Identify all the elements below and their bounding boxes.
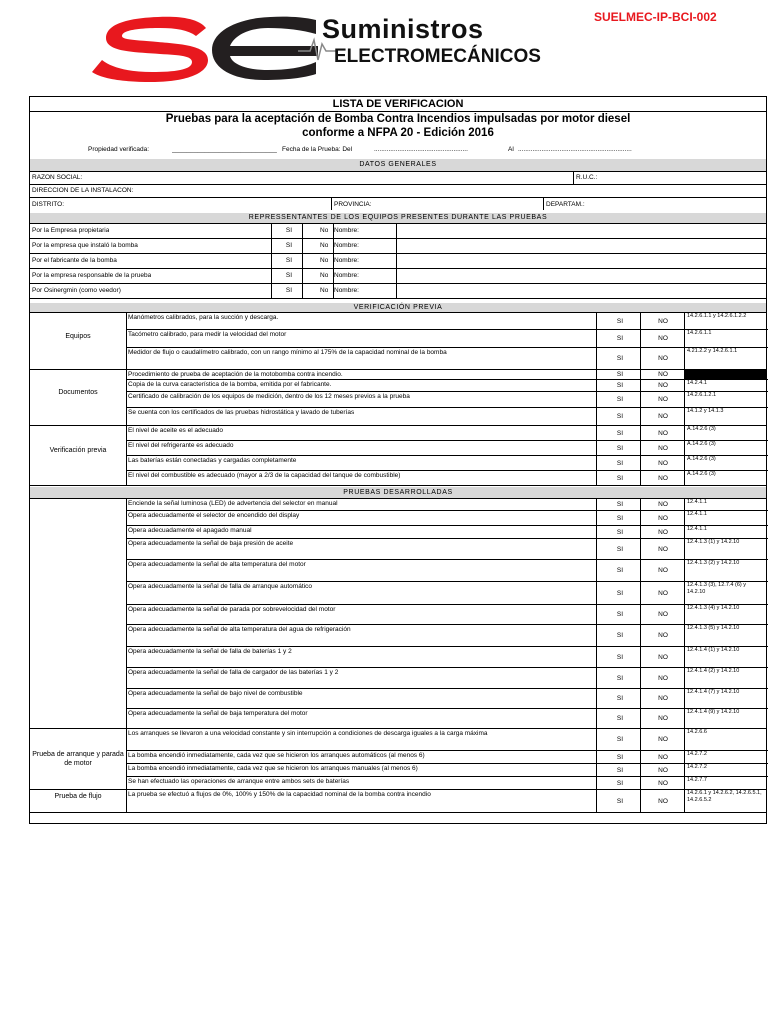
check-no-option[interactable]: NO xyxy=(658,335,668,342)
check-si-option[interactable]: SI xyxy=(616,589,624,597)
check-no-option[interactable]: NO xyxy=(658,514,668,522)
check-nfpa-reference: 14.2.6.6 xyxy=(687,729,707,735)
razon-social-label: RAZON SOCIAL: xyxy=(32,174,83,181)
check-no-option[interactable]: NO xyxy=(658,632,668,639)
check-item-text: La bomba encendió inmediatamente, cada vez que se hicieron los arranques automáticos (al menos 6) xyxy=(128,752,425,759)
check-nfpa-reference: 12.4.1.3 (4) y 14.2.10 xyxy=(687,605,740,611)
check-item-text: El nivel de aceite es el adecuado xyxy=(128,427,224,434)
column-divider xyxy=(640,498,641,812)
check-item-text: Se han efectuado las operaciones de arranque entre ambos sets de baterías xyxy=(128,778,350,785)
check-nfpa-reference: 4.21.2.2 y 14.2.6.1.1 xyxy=(687,348,738,354)
check-no-option[interactable]: NO xyxy=(658,429,668,437)
check-si-option[interactable]: SI xyxy=(616,444,624,452)
check-nfpa-reference: 12.4.1.3 (2) y 14.2.10 xyxy=(687,560,740,566)
group-label: Prueba de flujo xyxy=(54,792,102,800)
check-item-text: La bomba encendió inmediatamente, cada vez que se hicieron los arranques manuales (al menos 6) xyxy=(128,765,418,772)
check-item-text: Opera adecuadamente la señal de alta temperatura del agua de refrigeración xyxy=(128,626,351,633)
rep-nombre-label: Nombre: xyxy=(334,272,359,279)
check-no-option[interactable]: NO xyxy=(658,396,668,403)
check-item-text: Certificado de calibración de los equipos de medición, dentro de los 12 meses previos a la prueba xyxy=(128,393,410,400)
rep-si-option[interactable]: SI xyxy=(285,257,293,264)
column-divider xyxy=(684,498,685,812)
check-nfpa-reference: A.14.2.6 (3) xyxy=(687,456,716,462)
check-nfpa-reference: 14.2.6.1.1 xyxy=(687,330,712,336)
check-item-text: Opera adecuadamente la señal de parada por sobrevelocidad del motor xyxy=(128,606,336,613)
group-label: Documentos xyxy=(58,389,98,396)
column-divider xyxy=(302,223,303,298)
check-si-option[interactable]: SI xyxy=(616,779,624,787)
check-nfpa-reference: 14.2.4.1 xyxy=(687,380,707,386)
checklist-form xyxy=(29,96,767,824)
check-item-text: El nivel del combustible es adecuado (mayor a 2/3 de la capacidad del tanque de combustible) xyxy=(128,472,401,479)
check-no-option[interactable]: NO xyxy=(658,444,668,452)
check-no-option[interactable]: NO xyxy=(658,355,668,362)
rep-nombre-label: Nombre: xyxy=(334,287,359,294)
check-nfpa-reference: 14.2.6.1 y 14.2.6.2, 14.2.6.5.1, 14.2.6.5.2 xyxy=(687,790,762,803)
check-item-text: Opera adecuadamente la señal de falla de arranque automático xyxy=(128,583,312,590)
check-no-option[interactable]: NO xyxy=(658,766,668,774)
rep-nombre-label: Nombre: xyxy=(334,257,359,264)
check-item-text: Opera adecuadamente la señal de alta temperatura del motor xyxy=(128,561,306,568)
check-si-option[interactable]: SI xyxy=(616,514,624,522)
check-no-option[interactable]: NO xyxy=(658,567,668,574)
rep-no-option[interactable]: No xyxy=(320,227,329,234)
test-date-al-label: Al xyxy=(508,146,514,153)
check-si-option[interactable]: SI xyxy=(616,474,624,482)
row-divider xyxy=(30,485,766,486)
row-divider xyxy=(30,223,766,224)
check-item-text: Las baterías están conectadas y cargadas completamente xyxy=(128,457,297,464)
check-no-option[interactable]: NO xyxy=(658,317,668,325)
check-no-option[interactable]: NO xyxy=(658,753,668,761)
row-divider xyxy=(30,812,766,813)
check-si-option[interactable]: SI xyxy=(616,355,624,362)
property-label: Propiedad verificada: xyxy=(88,146,150,153)
rep-label: Por el fabricante de la bomba xyxy=(32,257,117,264)
document-code: SUELMEC-IP-BCI-002 xyxy=(594,10,717,24)
group-label: Verificación previa xyxy=(49,447,107,454)
column-divider xyxy=(126,312,127,485)
check-no-option[interactable]: NO xyxy=(658,779,668,787)
section-representantes: REPRESSENTANTES DE LOS EQUIPOS PRESENTES DURANTE LAS PRUEBAS xyxy=(30,213,766,223)
check-item-text: Medidor de flujo o caudalímetro calibrado, con un rango mínimo al 175% de la capacidad nominal de la bomba xyxy=(128,349,447,356)
check-no-option[interactable]: NO xyxy=(658,653,668,661)
rep-si-option[interactable]: SI xyxy=(285,242,293,249)
check-si-option[interactable]: SI xyxy=(616,317,624,325)
property-line xyxy=(30,145,766,159)
column-divider xyxy=(271,223,272,298)
rep-no-option[interactable]: No xyxy=(320,272,329,279)
subtitle-line2: conforme a NFPA 20 - Edición 2016 xyxy=(302,127,494,139)
row-divider xyxy=(30,197,766,198)
check-nfpa-reference: 12.4.1.1 xyxy=(687,526,707,532)
check-no-option[interactable]: NO xyxy=(658,474,668,482)
check-no-option[interactable]: NO xyxy=(658,611,668,618)
rep-label: Por Osinergmin (como veedor) xyxy=(32,287,121,294)
column-divider xyxy=(333,223,334,298)
check-nfpa-reference: 14.2.6.1.2.1 xyxy=(687,392,717,398)
test-date-label: Fecha de la Prueba: Del xyxy=(282,146,353,153)
provincia-label: PROVINCIA: xyxy=(334,201,372,208)
check-si-option[interactable]: SI xyxy=(616,335,624,342)
column-divider xyxy=(396,223,397,298)
test-date-from-field[interactable]: .................................................... xyxy=(374,146,468,153)
check-nfpa-reference: 14.2.6.1.1 y 14.2.6.1.2.2 xyxy=(687,313,747,319)
form-title: LISTA DE VERIFICACION xyxy=(332,98,464,110)
check-nfpa-reference: 12.4.1.4 (2) y 14.2.10 xyxy=(687,668,740,674)
check-no-option[interactable]: NO xyxy=(658,371,668,378)
column-divider xyxy=(573,171,574,184)
check-no-option[interactable]: NO xyxy=(658,528,668,536)
check-no-option[interactable]: NO xyxy=(658,589,668,597)
check-si-option[interactable]: SI xyxy=(616,715,624,722)
check-no-option[interactable]: NO xyxy=(658,715,668,722)
property-field[interactable]: _____________________________ xyxy=(172,146,277,153)
check-item-text: Procedimiento de prueba de aceptación de la motobomba contra incendio. xyxy=(128,371,343,378)
check-si-option[interactable]: SI xyxy=(616,695,624,702)
check-si-option[interactable]: SI xyxy=(616,611,624,618)
check-no-option[interactable]: NO xyxy=(658,736,668,743)
row-divider xyxy=(30,283,766,284)
check-si-option[interactable]: SI xyxy=(616,736,624,743)
test-date-to-field[interactable]: ............................................................... xyxy=(518,146,632,153)
logo-line2: ELECTROMECÁNICOS xyxy=(334,46,541,67)
row-divider xyxy=(30,268,766,269)
check-si-option[interactable]: SI xyxy=(616,653,624,661)
subtitle-line1: Pruebas para la aceptación de Bomba Contra Incendios impulsadas por motor diesel xyxy=(165,113,631,125)
check-item-text: Se cuenta con los certificados de las pruebas hidrostática y lavado de tuberías xyxy=(128,409,355,416)
rep-no-option[interactable]: No xyxy=(320,242,329,249)
departamento-label: DEPARTAM.: xyxy=(546,201,585,208)
check-nfpa-reference: 14.2.7.2 xyxy=(687,751,707,757)
row-divider xyxy=(30,253,766,254)
check-si-option[interactable]: SI xyxy=(616,766,624,774)
rep-si-option[interactable]: SI xyxy=(285,272,293,279)
section-datos-generales: DATOS GENERALES xyxy=(30,159,766,171)
check-si-option[interactable]: SI xyxy=(616,459,624,467)
ref-blacked-out xyxy=(685,369,767,379)
rep-label: Por la empresa que instaló la bomba xyxy=(32,242,138,249)
column-divider xyxy=(543,197,544,210)
direccion-label: DIRECCION DE LA INSTALACON: xyxy=(32,187,134,194)
rep-si-option[interactable]: SI xyxy=(285,227,293,234)
check-item-text: Opera adecuadamente la señal de baja presión de aceite xyxy=(128,540,294,547)
column-divider xyxy=(684,312,685,485)
check-si-option[interactable]: SI xyxy=(616,674,624,682)
rep-no-option[interactable]: No xyxy=(320,257,329,264)
check-nfpa-reference: 14.2.7.7 xyxy=(687,777,707,783)
check-item-text: Opera adecuadamente el apagado manual xyxy=(128,527,252,534)
rep-label: Por la Empresa propietaria xyxy=(32,227,110,234)
check-nfpa-reference: 14.2.7.2 xyxy=(687,764,707,770)
check-item-text: Opera adecuadamente la señal de bajo nivel de combustible xyxy=(128,690,303,697)
check-item-text: Opera adecuadamente la señal de falla de cargador de las baterías 1 y 2 xyxy=(128,669,339,676)
check-nfpa-reference: 12.4.1.3 (1) y 14.2.10 xyxy=(687,539,740,545)
check-nfpa-reference: 14.1.2 y 14.1.3 xyxy=(687,408,724,414)
check-si-option[interactable]: SI xyxy=(616,501,624,508)
ruc-label: R.U.C.: xyxy=(576,174,598,181)
rep-nombre-label: Nombre: xyxy=(334,242,359,249)
check-no-option[interactable]: NO xyxy=(658,797,668,805)
row-divider xyxy=(30,298,766,299)
rep-si-option[interactable]: SI xyxy=(285,287,293,294)
rep-nombre-label: Nombre: xyxy=(334,227,359,234)
check-no-option[interactable]: NO xyxy=(658,501,668,508)
check-si-option[interactable]: SI xyxy=(616,567,624,574)
logo-line1: Suministros xyxy=(322,14,484,44)
row-divider xyxy=(30,184,766,185)
check-item-text: Opera adecuadamente el selector de encendido del display xyxy=(128,512,300,519)
row-divider xyxy=(30,238,766,239)
column-divider xyxy=(126,498,127,812)
check-no-option[interactable]: NO xyxy=(658,674,668,682)
distrito-label: DISTRITO: xyxy=(32,201,65,208)
check-si-option[interactable]: SI xyxy=(616,429,624,437)
check-item-text: Opera adecuadamente la señal de falla de baterías 1 y 2 xyxy=(128,648,292,655)
check-no-option[interactable]: NO xyxy=(658,459,668,467)
check-no-option[interactable]: NO xyxy=(658,545,668,553)
check-si-option[interactable]: SI xyxy=(616,545,624,553)
check-item-text: Copia de la curva característica de la bomba, emitida por el fabricante. xyxy=(128,381,332,388)
check-si-option[interactable]: SI xyxy=(616,753,624,761)
check-item-text: Opera adecuadamente la señal de baja temperatura del motor xyxy=(128,710,308,717)
rep-label: Por la empresa responsable de la prueba xyxy=(32,272,152,279)
rep-no-option[interactable]: No xyxy=(320,287,329,294)
check-nfpa-reference: A.14.2.6 (3) xyxy=(687,426,716,432)
document-header xyxy=(0,0,768,92)
check-nfpa-reference: 12.4.1.4 (7) y 14.2.10 xyxy=(687,689,740,695)
check-item-text: Enciende la señal luminosa (LED) de advertencia del selector en manual xyxy=(128,500,338,507)
section-pruebas-desarrolladas: PRUEBAS DESARROLLADAS xyxy=(30,487,766,498)
group-label: Prueba de arranque y parada de motor xyxy=(32,750,124,767)
form-subtitle xyxy=(30,111,766,141)
check-item-text: La prueba se efectuó a flujos de 0%, 100% y 150% de la capacidad nominal de la bomba contra incendio xyxy=(128,791,431,798)
check-nfpa-reference: 12.4.1.1 xyxy=(687,499,707,505)
check-item-text: Manómetros calibrados, para la succión y descarga. xyxy=(128,314,279,321)
check-nfpa-reference: A.14.2.6 (3) xyxy=(687,441,716,447)
row-divider xyxy=(30,171,766,172)
group-label: Equipos xyxy=(65,332,91,340)
check-nfpa-reference: 12.4.1.4 (9) y 14.2.10 xyxy=(687,709,740,715)
column-divider xyxy=(596,312,597,485)
column-divider xyxy=(640,312,641,485)
column-divider xyxy=(331,197,332,210)
check-si-option[interactable]: SI xyxy=(616,797,624,805)
check-item-text: El nivel del refrigerante es adecuado xyxy=(128,442,234,449)
check-no-option[interactable]: NO xyxy=(658,382,668,389)
check-nfpa-reference: 12.4.1.4 (1) y 14.2.10 xyxy=(687,647,740,653)
check-nfpa-reference: 12.4.1.3 (5) y 14.2.10 xyxy=(687,625,740,631)
check-si-option[interactable]: SI xyxy=(616,632,624,639)
check-si-option[interactable]: SI xyxy=(616,382,624,389)
check-si-option[interactable]: SI xyxy=(616,396,624,403)
check-si-option[interactable]: SI xyxy=(616,413,624,420)
check-item-text: Los arranques se llevaron a una velocidad constante y sin interrupción a condiciones de descarga iguales a la carga máxima xyxy=(128,730,488,737)
check-no-option[interactable]: NO xyxy=(658,413,668,420)
check-nfpa-reference: 12.4.1.3 (3), 12.7.4 (6) y 14.2.10 xyxy=(687,582,747,595)
column-divider xyxy=(596,498,597,812)
check-no-option[interactable]: NO xyxy=(658,695,668,702)
check-si-option[interactable]: SI xyxy=(616,528,624,536)
section-verificacion-previa: VERIFICACIÓN PREVIA xyxy=(30,303,766,312)
check-nfpa-reference: 12.4.1.1 xyxy=(687,511,707,517)
check-si-option[interactable]: SI xyxy=(616,371,624,378)
check-item-text: Tacómetro calibrado, para medir la velocidad del motor xyxy=(128,331,287,338)
check-nfpa-reference: A.14.2.6 (3) xyxy=(687,471,716,477)
